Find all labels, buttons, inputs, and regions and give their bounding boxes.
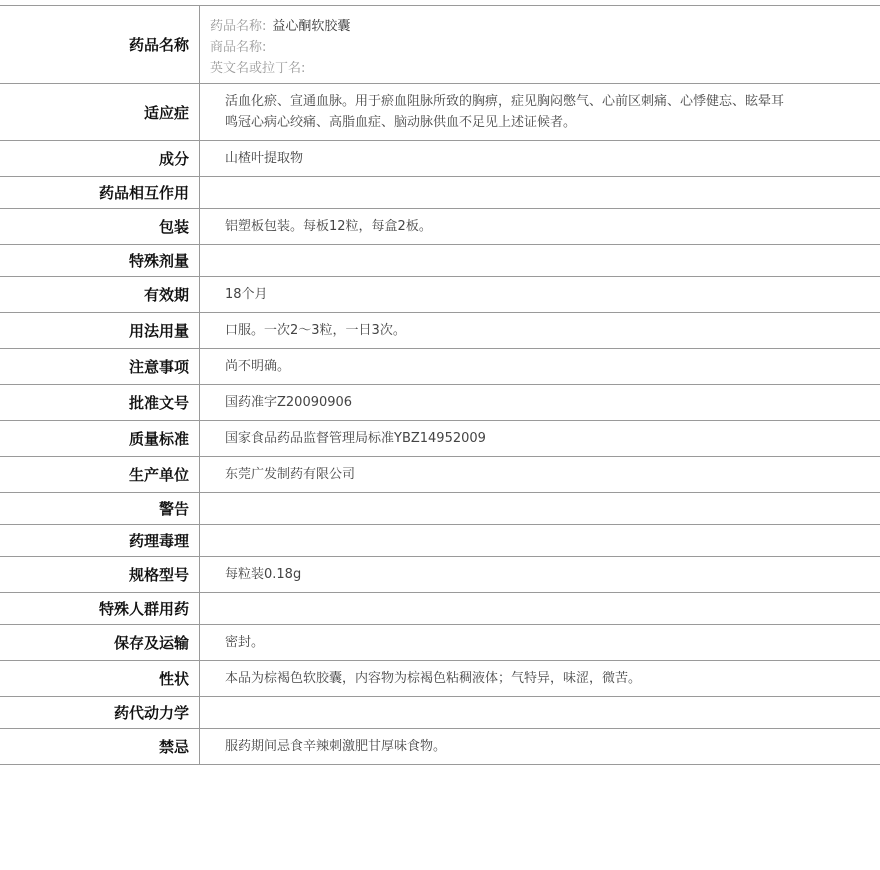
interactions-row — [0, 177, 880, 209]
packaging-label: 包装 — [0, 209, 200, 244]
usage-dosage-value: 口服。一次2～3粒，一日3次。 — [225, 323, 406, 338]
quality-standard-value: 国家食品药品监督管理局标准YBZ14952009 — [225, 431, 486, 446]
special-dosage-value-cell — [200, 245, 880, 276]
storage-transport-label: 保存及运输 — [0, 625, 200, 660]
ingredients-label: 成分 — [0, 141, 200, 176]
drug-name-row — [0, 6, 880, 84]
generic-name-key: 药品名称: — [210, 19, 267, 34]
precautions-value-cell — [200, 349, 880, 384]
specification-row — [0, 557, 880, 593]
pharmacokinetics-label: 药代动力学 — [0, 697, 200, 728]
approval-number-label: 批准文号 — [0, 385, 200, 420]
interactions-label: 药品相互作用 — [0, 177, 200, 208]
warning-value-cell — [200, 493, 880, 524]
usage-dosage-label: 用法用量 — [0, 313, 200, 348]
warning-label: 警告 — [0, 493, 200, 524]
storage-transport-value-cell — [200, 625, 880, 660]
ingredients-row — [0, 141, 880, 177]
quality-standard-label: 质量标准 — [0, 421, 200, 456]
trade-name-line — [210, 37, 870, 58]
storage-transport-value: 密封。 — [225, 635, 265, 650]
manufacturer-value: 东莞广发制药有限公司 — [225, 467, 356, 482]
quality-standard-row — [0, 421, 880, 457]
shelf-life-value: 18个月 — [225, 287, 268, 302]
special-dosage-label: 特殊剂量 — [0, 245, 200, 276]
precautions-value: 尚不明确。 — [225, 359, 291, 374]
english-name-line — [210, 58, 870, 79]
precautions-row — [0, 349, 880, 385]
shelf-life-row — [0, 277, 880, 313]
special-dosage-row — [0, 245, 880, 277]
english-name-key: 英文名或拉丁名: — [210, 61, 306, 76]
ingredients-value-cell — [200, 141, 880, 176]
generic-name-line — [210, 16, 870, 37]
usage-dosage-row — [0, 313, 880, 349]
interactions-value-cell — [200, 177, 880, 208]
warning-row — [0, 493, 880, 525]
manufacturer-row — [0, 457, 880, 493]
description-row — [0, 661, 880, 697]
ingredients-value: 山楂叶提取物 — [225, 151, 304, 166]
specification-value-cell — [200, 557, 880, 592]
description-value: 本品为棕褐色软胶囊，内容物为棕褐色粘稠液体；气特异，味涩，微苦。 — [225, 671, 642, 686]
contraindications-value-cell — [200, 729, 880, 764]
shelf-life-label: 有效期 — [0, 277, 200, 312]
indications-row — [0, 84, 880, 141]
packaging-value: 铝塑板包装。每板12粒，每盒2板。 — [225, 219, 432, 234]
drug-name-values — [200, 6, 880, 83]
trade-name-key: 商品名称: — [210, 40, 267, 55]
description-value-cell — [200, 661, 880, 696]
manufacturer-value-cell — [200, 457, 880, 492]
contraindications-value: 服药期间忌食辛辣刺激肥甘厚味食物。 — [225, 739, 447, 754]
generic-name-value: 益心酮软胶囊 — [272, 19, 351, 34]
pharmacokinetics-row — [0, 697, 880, 729]
approval-number-value-cell — [200, 385, 880, 420]
shelf-life-value-cell — [200, 277, 880, 312]
storage-transport-row — [0, 625, 880, 661]
special-populations-row — [0, 593, 880, 625]
packaging-row — [0, 209, 880, 245]
description-label: 性状 — [0, 661, 200, 696]
specification-value: 每粒装0.18g — [225, 567, 302, 582]
contraindications-row — [0, 729, 880, 765]
indications-label: 适应症 — [0, 84, 200, 140]
manufacturer-label: 生产单位 — [0, 457, 200, 492]
contraindications-label: 禁忌 — [0, 729, 200, 764]
packaging-value-cell — [200, 209, 880, 244]
pharmacology-toxicology-row — [0, 525, 880, 557]
usage-dosage-value-cell — [200, 313, 880, 348]
special-populations-value-cell — [200, 593, 880, 624]
indications-value: 活血化瘀、宣通血脉。用于瘀血阻脉所致的胸痹，症见胸闷憋气、心前区刺痛、心悸健忘、眩晕耳鸣冠心病心绞痛、高脂血症、脑动脉供血不足见上述证候者。 — [225, 94, 785, 130]
drug-info-table — [0, 5, 880, 765]
precautions-label: 注意事项 — [0, 349, 200, 384]
pharmacology-toxicology-value-cell — [200, 525, 880, 556]
quality-standard-value-cell — [200, 421, 880, 456]
pharmacology-toxicology-label: 药理毒理 — [0, 525, 200, 556]
special-populations-label: 特殊人群用药 — [0, 593, 200, 624]
indications-value-cell — [200, 84, 880, 140]
drug-name-label: 药品名称 — [0, 6, 200, 83]
approval-number-value: 国药准字Z20090906 — [225, 395, 353, 410]
pharmacokinetics-value-cell — [200, 697, 880, 728]
approval-number-row — [0, 385, 880, 421]
specification-label: 规格型号 — [0, 557, 200, 592]
